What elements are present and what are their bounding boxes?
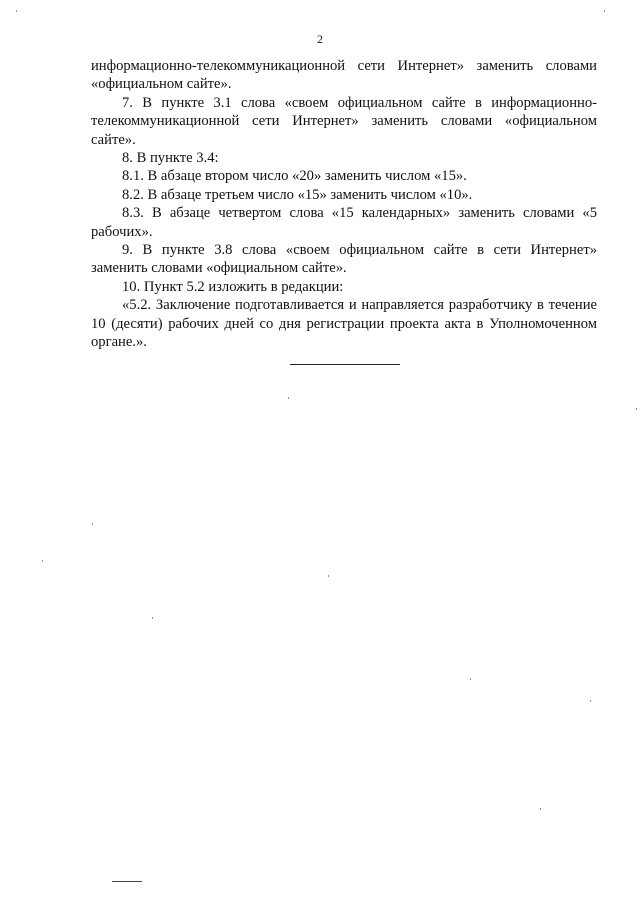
paragraph-item-8: 8. В пункте 3.4: xyxy=(122,150,219,167)
scan-speck xyxy=(540,808,541,810)
paragraph-item-9: 9. В пункте 3.8 слова «своем официальном сайте в сети Интернет» заменить словами «официальном сайте». xyxy=(91,242,597,277)
paragraph-item-8-3: 8.3. В абзаце четвертом слова «15 календарных» заменить словами «5 рабочих». xyxy=(91,205,597,240)
scan-speck xyxy=(288,397,289,399)
scan-speck xyxy=(604,10,605,12)
paragraph-continuation: информационно-телекоммуникационной сети Интернет» заменить словами «официальном сайте». xyxy=(91,58,597,93)
document-body xyxy=(91,57,597,352)
scan-speck xyxy=(42,560,43,562)
paragraph-item-10: 10. Пункт 5.2 изложить в редакции: xyxy=(122,278,344,295)
scan-speck xyxy=(470,678,471,680)
scan-speck xyxy=(16,10,17,12)
paragraph-item-5-2-quote: «5.2. Заключение подготавливается и направляется разработчику в течение 10 (десяти) рабочих дней со дня регистрации проекта акта в Уполномоченном органе.». xyxy=(91,297,597,351)
page-number: 2 xyxy=(317,32,323,46)
paragraph-item-7: 7. В пункте 3.1 слова «своем официальном сайте в информационно-телекоммуникационной сети Интернет» заменить словами «официальном сайте». xyxy=(91,94,597,148)
paragraph-item-8-1: 8.1. В абзаце втором число «20» заменить числом «15». xyxy=(122,168,467,185)
paragraph-item-8-2: 8.2. В абзаце третьем число «15» заменить числом «10». xyxy=(122,186,473,203)
scan-speck xyxy=(152,617,153,619)
scan-speck xyxy=(590,700,591,702)
scan-speck xyxy=(328,575,329,577)
end-of-text-rule xyxy=(290,364,400,365)
scan-speck xyxy=(636,408,637,410)
bottom-margin-rule xyxy=(112,881,142,882)
scan-speck xyxy=(92,523,93,525)
